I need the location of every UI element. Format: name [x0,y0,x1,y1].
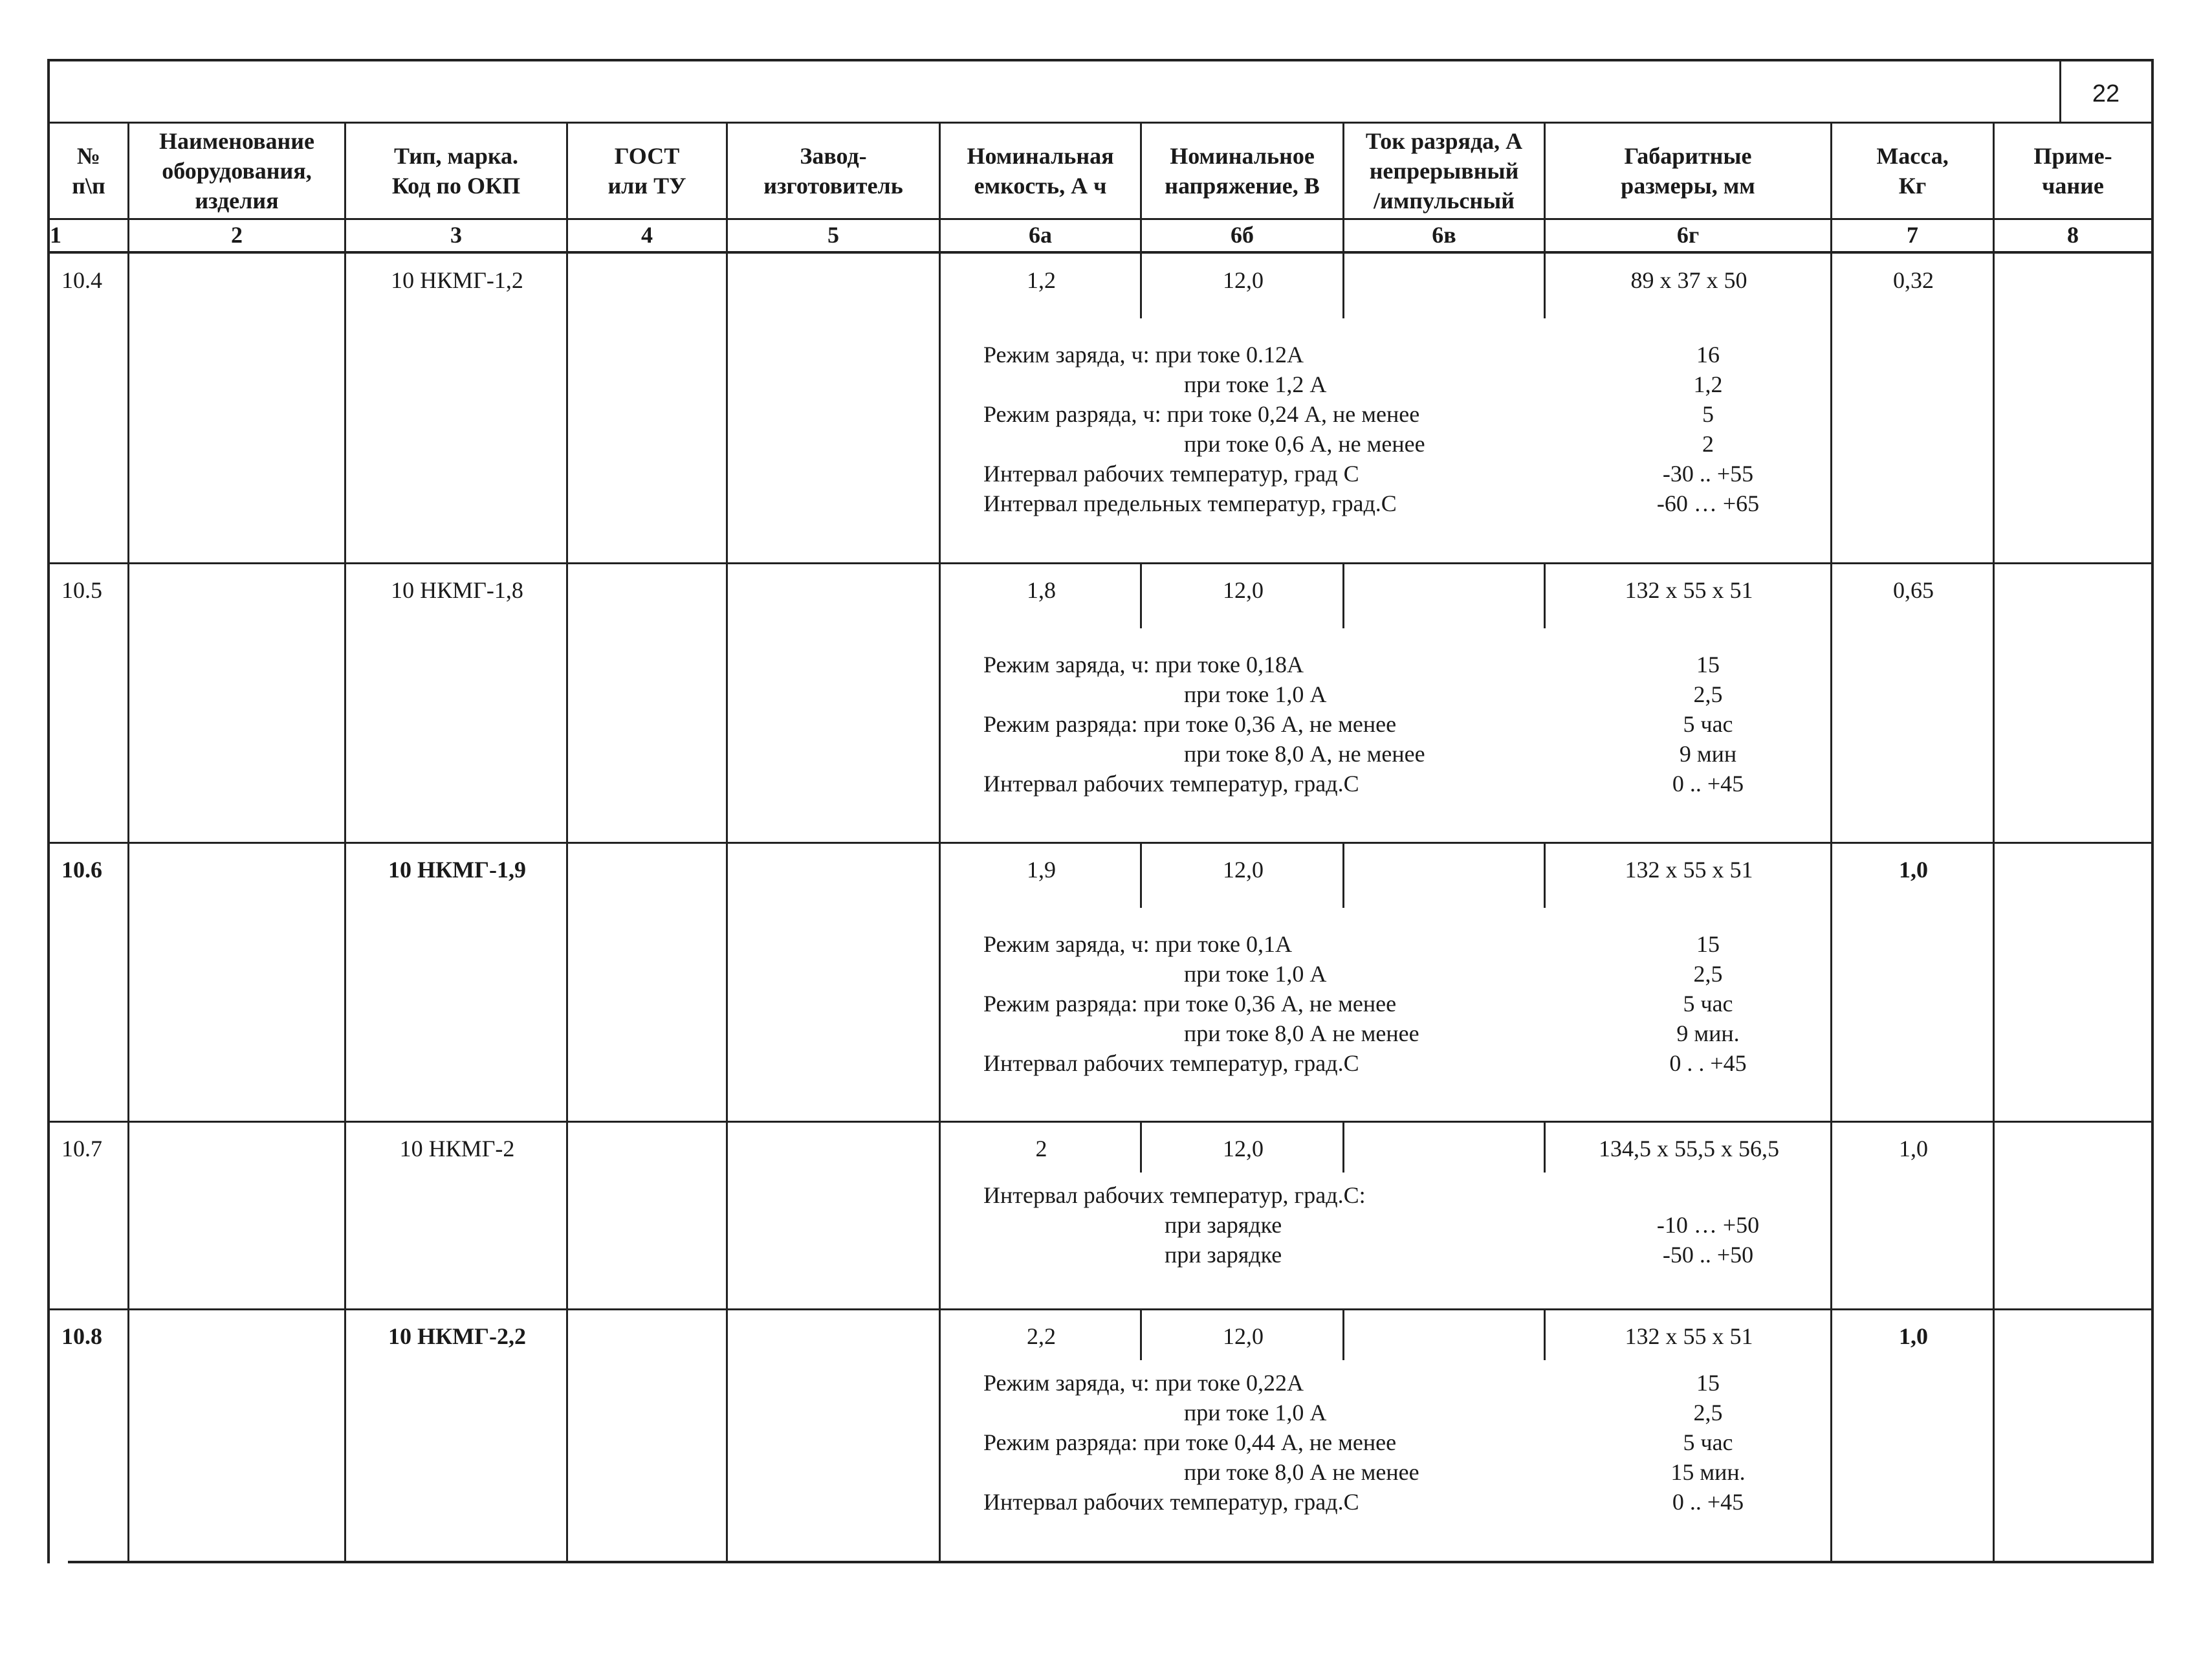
row-capacity: 2,2 [1027,1323,1056,1349]
detail-label: Режим заряда, ч: при токе 0,18А [983,652,1304,677]
body-divider-col7-right [1993,254,1995,1561]
detail-label: при токе 8,0 А не менее [1184,1020,1419,1046]
row-voltage: 12,0 [1223,267,1264,293]
detail-value: 9 мин. [1676,1020,1740,1046]
row-type: 10 НКМГ-1,8 [391,577,523,603]
row-capacity: 1,8 [1027,577,1056,603]
row-capacity: 1,9 [1027,857,1056,883]
row-dimensions: 132 х 55 х 51 [1625,577,1753,603]
header-col-note: Приме- чание [2033,143,2112,199]
row-capacity: 1,2 [1027,267,1056,293]
col-number-5: 5 [827,222,839,248]
header-bottom-line [47,218,2154,220]
body-divider-col5-right [939,254,941,1561]
page-number-box-left [2059,59,2061,124]
row-dimensions: 89 х 37 х 50 [1630,267,1747,293]
frame-left [47,59,50,1563]
detail-value: 15 [1696,931,1720,957]
detail-label: при токе 0,6 А, не менее [1184,431,1425,457]
detail-label: Режим заряда, ч: при токе 0,22А [983,1370,1304,1396]
col-number-7: 7 [1907,222,1918,248]
row-mass: 1,0 [1899,857,1928,883]
row-capacity: 2 [1035,1136,1047,1162]
col-number-6a: 6а [1029,222,1052,248]
page-number: 22 [2092,80,2120,107]
row-mass: 1,0 [1899,1136,1928,1162]
detail-value: 5 час [1683,1429,1733,1455]
header-col-dimensions: Габаритные размеры, мм [1621,143,1755,199]
detail-value: 0 . . +45 [1669,1050,1747,1076]
row-type: 10 НКМГ-1,9 [388,857,526,883]
col-number-4: 4 [641,222,653,248]
detail-value: 15 [1696,652,1720,677]
header-col-manufacturer: Завод- изготовитель [763,143,903,199]
detail-label: при токе 1,0 А [1184,961,1327,987]
header-col-mass: Масса, Кг [1876,143,1949,199]
detail-label: Интервал рабочих температур, град С [983,461,1359,487]
header-col-type: Тип, марка. Код по ОКП [391,143,521,199]
detail-value: 2 [1702,431,1714,457]
row-mass: 1,0 [1899,1323,1928,1349]
col-number-6b: 6б [1231,222,1254,248]
detail-label: Режим разряда: при токе 0,44 А, не менее [983,1429,1397,1455]
detail-label: Режим разряда: при токе 0,36 А, не менее [983,711,1397,737]
row-number: 10.5 [61,577,102,603]
row-voltage: 12,0 [1223,1136,1264,1162]
detail-value: 0 .. +45 [1672,1489,1744,1515]
col-number-6d: 6г [1676,222,1700,248]
detail-value: 5 час [1683,711,1733,737]
detail-label: Режим разряда: при токе 0,36 А, не менее [983,991,1397,1017]
detail-value: -50 .. +50 [1662,1242,1754,1268]
row-number: 10.7 [61,1136,102,1162]
detail-label: Режим заряда, ч: при токе 0,1А [983,931,1292,957]
detail-value: -60 … +65 [1656,490,1760,516]
row-dimensions: 132 х 55 х 51 [1625,857,1753,883]
row-number: 10.4 [61,267,102,293]
col-number-1: 1 [50,222,61,248]
frame-right [2151,59,2154,1563]
frame-bottom [68,1561,2154,1563]
col-number-3: 3 [450,222,462,248]
detail-value: 0 .. +45 [1672,771,1744,797]
row-divider [47,842,2154,844]
row-type: 10 НКМГ-2,2 [388,1323,526,1349]
row-divider [47,1121,2154,1123]
body-divider-col1-right [127,254,129,1561]
detail-value: 2,5 [1693,961,1723,987]
detail-value: 1,2 [1693,371,1723,397]
row-mass: 0,32 [1893,267,1934,293]
detail-label: при токе 8,0 А, не менее [1184,741,1425,767]
detail-label: Интервал предельных температур, град.С [983,490,1397,516]
body-divider-col6d-right [1830,254,1832,1561]
frame-top [47,59,2152,61]
detail-value: 5 [1702,401,1714,427]
detail-value: 2,5 [1693,1400,1723,1426]
row-voltage: 12,0 [1223,577,1264,603]
detail-label: Интервал рабочих температур, град.С: [983,1182,1366,1208]
row-type: 10 НКМГ-1,2 [391,267,523,293]
detail-value: 9 мин [1679,741,1737,767]
detail-label: при токе 1,0 А [1184,681,1327,707]
row-dimensions: 134,5 х 55,5 х 56,5 [1599,1136,1779,1162]
detail-label: Режим разряда, ч: при токе 0,24 А, не менее [983,401,1420,427]
row-mass: 0,65 [1893,577,1934,603]
header-col-capacity: Номинальная емкость, А ч [967,143,1114,199]
detail-label: Интервал рабочих температур, град.С [983,1050,1359,1076]
detail-value: 16 [1696,342,1720,368]
detail-value: -30 .. +55 [1662,461,1754,487]
row-type: 10 НКМГ-2 [399,1136,515,1162]
header-col-voltage: Номинальное напряжение, В [1165,143,1320,199]
row-voltage: 12,0 [1223,1323,1264,1349]
row-divider [47,562,2154,564]
detail-label: при токе 1,0 А [1184,1400,1327,1426]
row-divider [47,1308,2154,1310]
body-divider-col2-right [344,254,346,1561]
row-number: 10.8 [61,1323,102,1349]
detail-label: при зарядке [1165,1212,1282,1238]
detail-value: -10 … +50 [1656,1212,1760,1238]
row-voltage: 12,0 [1223,857,1264,883]
detail-label: Интервал рабочих температур, град.С [983,1489,1359,1515]
detail-value: 15 мин. [1670,1459,1746,1485]
header-col-current: Ток разряда, А непрерывный /импульсный [1365,128,1523,214]
detail-value: 2,5 [1693,681,1723,707]
detail-label: при токе 1,2 А [1184,371,1327,397]
col-number-6c: 6в [1432,222,1456,248]
header-col-num: № п\п [72,143,105,199]
col-number-2: 2 [231,222,243,248]
detail-label: Режим заряда, ч: при токе 0.12А [983,342,1304,368]
row-dimensions: 132 х 55 х 51 [1625,1323,1753,1349]
body-divider-col4-right [726,254,728,1561]
detail-label: при зарядке [1165,1242,1282,1268]
detail-value: 15 [1696,1370,1720,1396]
detail-label: при токе 8,0 А не менее [1184,1459,1419,1485]
detail-value: 5 час [1683,991,1733,1017]
header-col-name: Наименование оборудования, изделия [159,128,314,214]
col-numbers-bottom-line [47,251,2154,254]
row-number: 10.6 [61,857,102,883]
header-col-gost: ГОСТ или ТУ [608,143,686,199]
col-number-8: 8 [2067,222,2079,248]
body-divider-col3-right [566,254,568,1561]
detail-label: Интервал рабочих температур, град.С [983,771,1359,797]
